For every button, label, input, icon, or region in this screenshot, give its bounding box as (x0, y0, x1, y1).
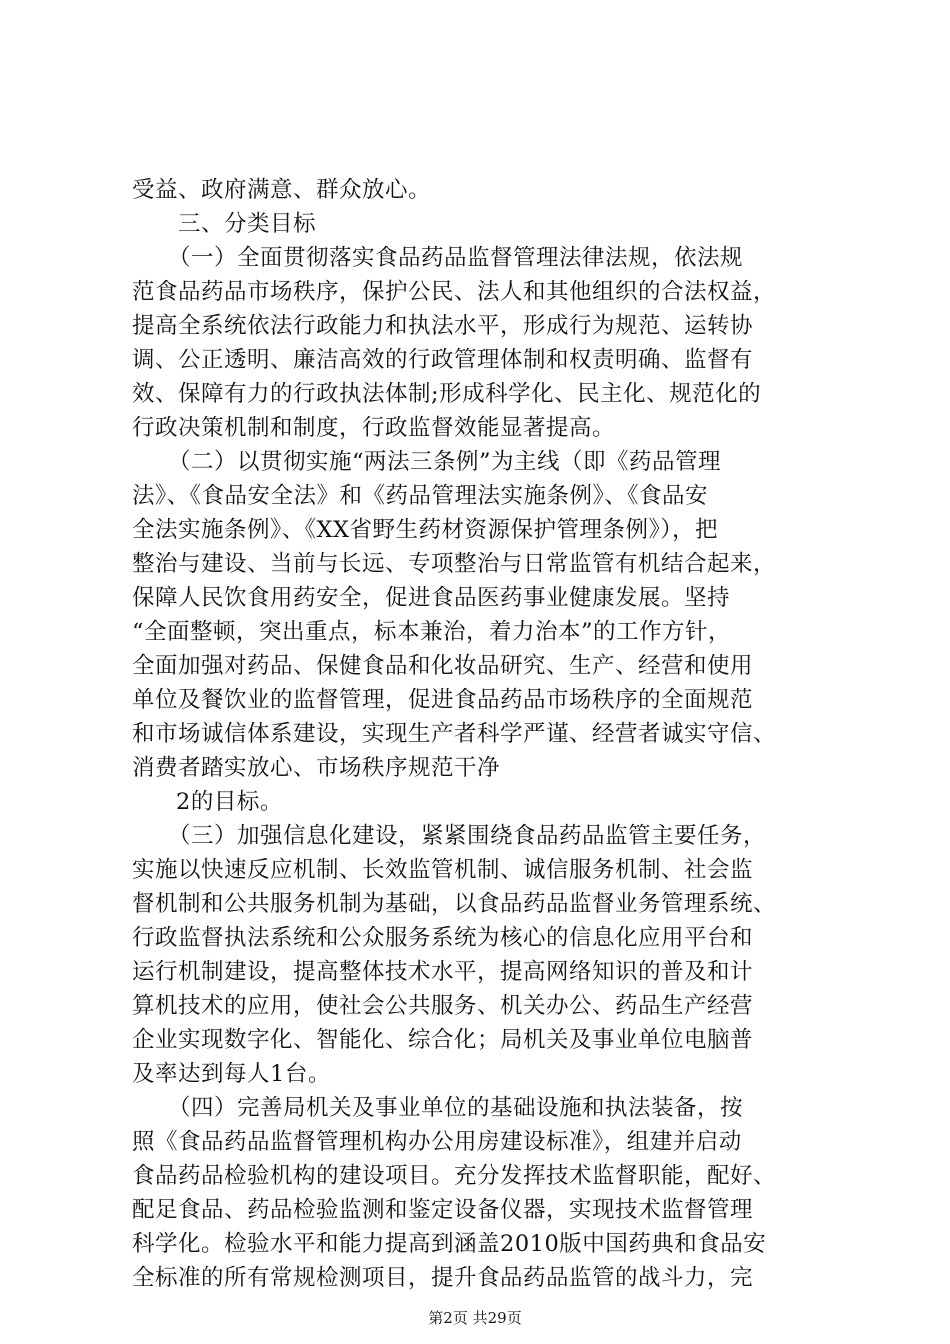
paragraph-line: 法》、《食品安全法》和《药品管理法实施条例》、《食品安 (132, 483, 709, 509)
paragraph-line: 调、公正透明、廉洁高效的行政管理体制和权责明确、监督有 (132, 347, 754, 373)
paragraph-line: 算机技术的应用，使社会公共服务、机关办公、药品生产经营 (132, 993, 754, 1019)
paragraph-line: 督机制和公共服务机制为基础，以食品药品监督业务管理系统、 (132, 891, 777, 917)
paragraph-line: 全面加强对药品、保健食品和化妆品研究、生产、经营和使用 (132, 653, 754, 679)
paragraph-line: 提高全系统依法行政能力和执法水平，形成行为规范、运转协 (132, 313, 754, 339)
paragraph-line: 照《食品药品监督管理机构办公用房建设标准》，组建并启动 (132, 1129, 742, 1155)
paragraph-line: （四）完善局机关及事业单位的基础设施和执法装备，按 (168, 1095, 744, 1121)
paragraph-line: 全标准的所有常规检测项目，提升食品药品监管的战斗力，完 (132, 1265, 754, 1291)
paragraph-line: （一）全面贯彻落实食品药品监督管理法律法规，依法规 (168, 245, 744, 271)
paragraph-line: 实施以快速反应机制、长效监管机制、诚信服务机制、社会监 (132, 857, 754, 883)
section-heading: 三、分类目标 (178, 211, 317, 237)
paragraph-line: 运行机制建设，提高整体技术水平，提高网络知识的普及和计 (132, 959, 754, 985)
paragraph-line: 配足食品、药品检验监测和鉴定设备仪器，实现技术监督管理 (132, 1197, 754, 1223)
paragraph-line: 科学化。检验水平和能力提高到涵盖2010版中国药典和食品安 (132, 1231, 767, 1257)
paragraph-line: （三）加强信息化建设，紧紧围绕食品药品监管主要任务， (168, 823, 767, 849)
paragraph-line: 全法实施条例》、《XX省野生药材资源保护管理条例》），把 (132, 517, 719, 543)
paragraph-line: 和市场诚信体系建设，实现生产者科学严谨、经营者诚实守信、 (132, 721, 777, 747)
paragraph-line: “全面整顿，突出重点，标本兼治，着力治本”的工作方针， (132, 619, 732, 645)
paragraph-line: 2的目标。 (176, 789, 283, 815)
paragraph-line: 受益、政府满意、群众放心。 (132, 177, 432, 203)
paragraph-line: 食品药品检验机构的建设项目。充分发挥技术监督职能，配好、 (132, 1163, 777, 1189)
paragraph-line: （二）以贯彻实施“两法三条例”为主线（即《药品管理 (168, 449, 722, 475)
paragraph-line: 单位及餐饮业的监督管理，促进食品药品市场秩序的全面规范 (132, 687, 754, 713)
paragraph-line: 消费者踏实放心、市场秩序规范干净 (132, 755, 501, 781)
paragraph-line: 保障人民饮食用药安全，促进食品医药事业健康发展。坚持 (132, 585, 731, 611)
paragraph-line: 行政监督执法系统和公众服务系统为核心的信息化应用平台和 (132, 925, 754, 951)
page-number-footer: 第2页 共29页 (428, 1309, 522, 1327)
paragraph-line: 企业实现数字化、智能化、综合化；局机关及事业单位电脑普 (132, 1027, 754, 1053)
paragraph-line: 效、保障有力的行政执法体制;形成科学化、民主化、规范化的 (132, 381, 762, 407)
paragraph-line: 及率达到每人1台。 (132, 1061, 331, 1087)
paragraph-line: 范食品药品市场秩序，保护公民、法人和其他组织的合法权益， (132, 279, 777, 305)
paragraph-line: 整治与建设、当前与长远、专项整治与日常监管有机结合起来， (132, 551, 777, 577)
paragraph-line: 行政决策机制和制度，行政监督效能显著提高。 (132, 415, 616, 441)
